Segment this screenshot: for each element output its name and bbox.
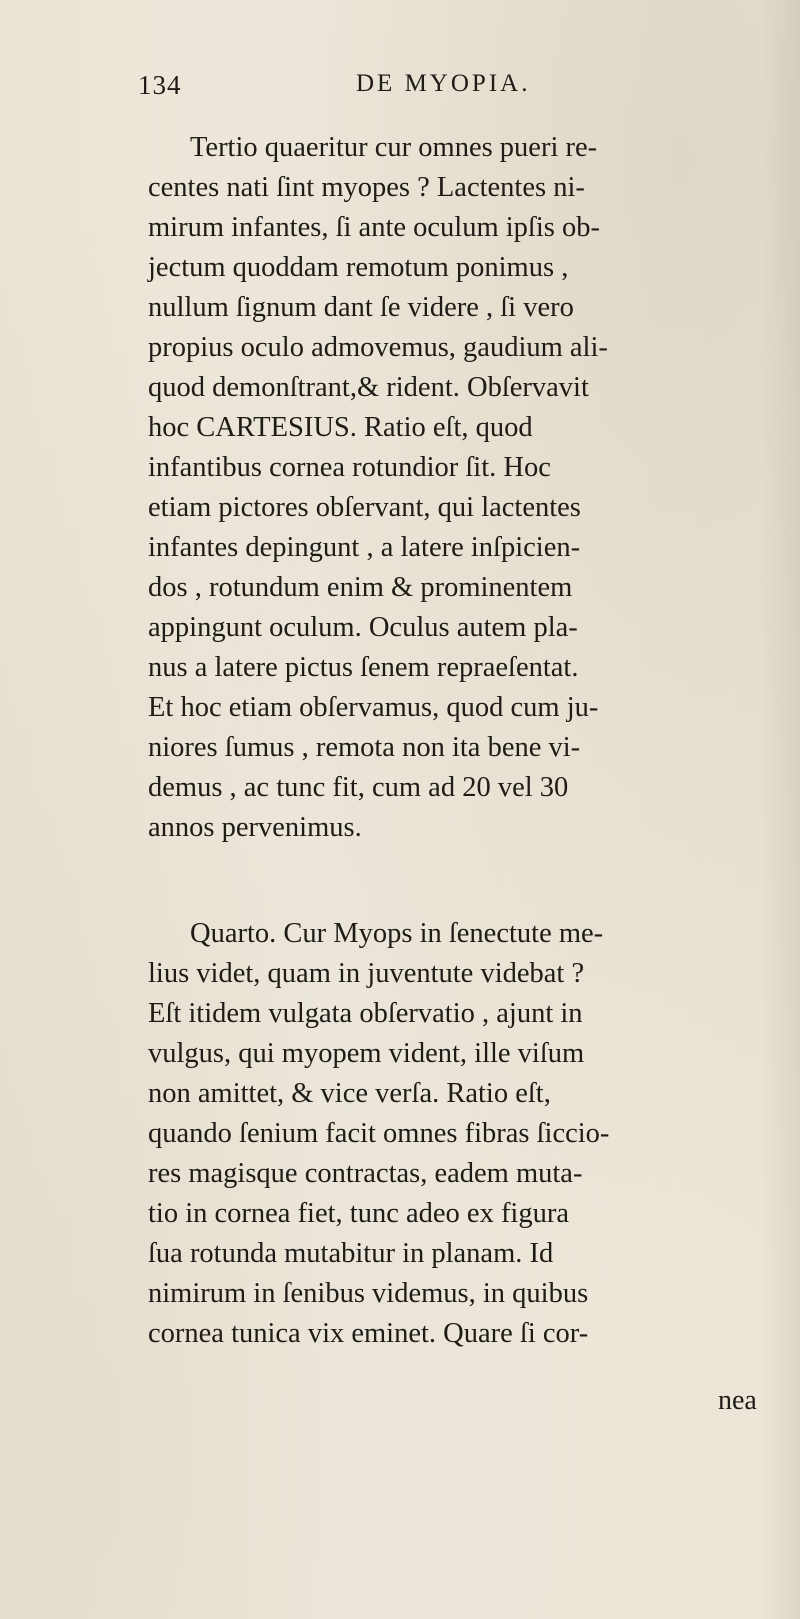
text-line: propius oculo admovemus, gaudium ali- [148,332,608,363]
text-line: nus a latere pictus ſenem repraeſentat. [148,652,579,683]
text-line: Tertio quaeritur cur omnes pueri re- [190,132,598,163]
text-line: Quarto. Cur Myops in ſenectute me- [190,918,604,949]
text-line: Et hoc etiam obſervamus, quod cum ju- [148,692,599,723]
paragraph-quarto [148,914,788,1354]
page-number: 134 [138,70,182,100]
text-line: cornea tunica vix eminet. Quare ſi cor- [148,1318,589,1349]
text-line: annos pervenimus. [148,812,362,843]
text-line: infantes depingunt , a latere inſpicien- [148,532,581,563]
text-line: lius videt, quam in juventute videbat ? [148,958,585,989]
body-text [148,128,788,1354]
catchword: nea [718,1385,757,1416]
text-line: quod demonſtrant,& rident. Obſervavit [148,372,589,403]
text-line: appingunt oculum. Oculus autem pla- [148,612,578,643]
running-head [138,70,638,110]
text-line: nullum ſignum dant ſe videre , ſi vero [148,292,574,323]
text-line: non amittet, & vice verſa. Ratio eſt, [148,1078,551,1109]
text-line: Eſt itidem vulgata obſervatio , ajunt in [148,998,583,1029]
text-line: jectum quoddam remotum ponimus , [148,252,569,283]
text-line: hoc CARTESIUS. Ratio eſt, quod [148,412,533,443]
paragraph-tertio [148,128,788,848]
text-line: tio in cornea fiet, tunc adeo ex figura [148,1198,569,1229]
text-line: nimirum in ſenibus videmus, in quibus [148,1278,589,1309]
text-line: niores ſumus , remota non ita bene vi- [148,732,581,763]
text-line: vulgus, qui myopem vident, ille viſum [148,1038,585,1069]
paragraph-spacer [148,848,788,914]
text-line: infantibus cornea rotundior ſit. Hoc [148,452,551,483]
running-title: DE MYOPIA. [356,70,531,97]
text-line: res magisque contractas, eadem muta- [148,1158,583,1189]
text-line: centes nati ſint myopes ? Lactentes ni- [148,172,585,203]
text-line: ſua rotunda mutabitur in planam. Id [148,1238,554,1269]
text-line: dos , rotundum enim & prominentem [148,572,573,603]
text-line: quando ſenium facit omnes fibras ſiccio- [148,1118,610,1149]
text-line: demus , ac tunc fit, cum ad 20 vel 30 [148,772,569,803]
text-line: etiam pictores obſervant, qui lactentes [148,492,581,523]
text-line: mirum infantes, ſi ante oculum ipſis ob- [148,212,600,243]
